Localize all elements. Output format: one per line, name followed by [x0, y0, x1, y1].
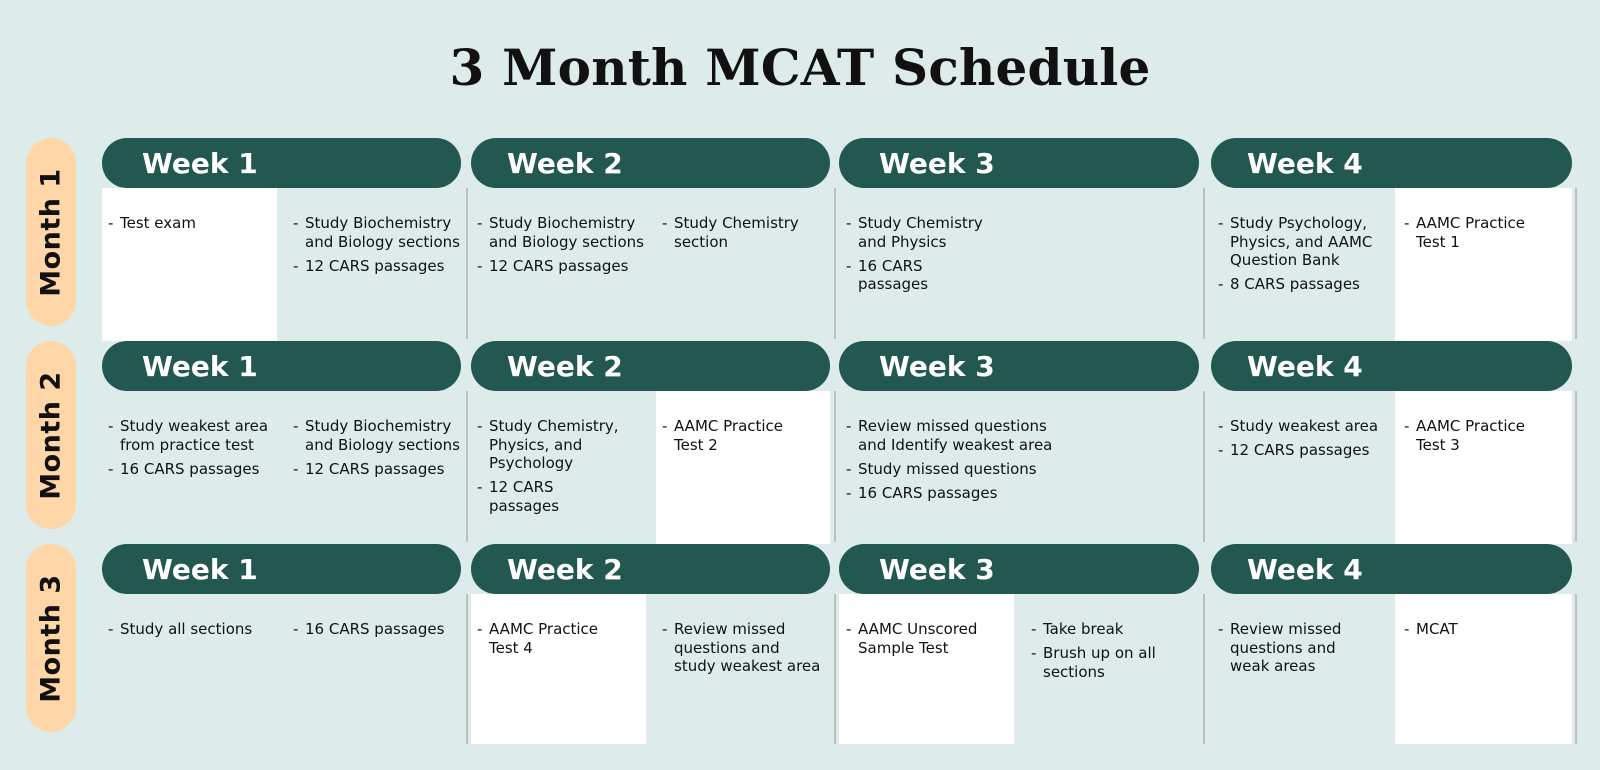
- column-separator: [1575, 188, 1577, 339]
- task-item: - Take break: [1031, 620, 1171, 639]
- task-list-m1-w2-left: [477, 214, 649, 281]
- task-item: - 12 CARS passages: [1218, 441, 1393, 460]
- task-list-m3-w1-left: [108, 620, 276, 644]
- task-item: - Study all sections: [108, 620, 276, 639]
- task-list-m1-w4-left: [1218, 214, 1383, 299]
- task-item: - Study weakest area from practice test: [108, 417, 276, 454]
- task-list-m3-w2-left: [477, 620, 617, 663]
- week-header-text: Week 1: [142, 349, 258, 383]
- task-list-m2-w1-right: [293, 417, 465, 484]
- task-list-m3-w4-left: [1218, 620, 1348, 681]
- task-item: - Brush up on all sections: [1031, 644, 1171, 681]
- task-list-m3-w4-right: [1404, 620, 1539, 644]
- column-separator: [1203, 594, 1205, 744]
- column-separator: [1203, 391, 1205, 542]
- week-header-m2-w1: [102, 341, 461, 391]
- column-separator: [834, 188, 836, 339]
- column-separator: [466, 391, 468, 542]
- week-header-text: Week 1: [142, 552, 258, 586]
- task-item: - 16 CARS passages: [293, 620, 465, 639]
- highlight-cell-m1-w4-right: [1395, 188, 1572, 341]
- task-list-m2-w4-left: [1218, 417, 1393, 465]
- highlight-cell-m3-w2-left: [471, 594, 646, 744]
- month-label-3: [26, 544, 76, 732]
- task-list-m3-w3-left: [846, 620, 986, 663]
- page-title: 3 Month MCAT Schedule: [449, 38, 1151, 97]
- week-header-text: Week 4: [1247, 146, 1363, 180]
- task-item: - 16 CARS passages: [846, 484, 1066, 503]
- task-list-m1-w3-left: [846, 214, 996, 299]
- task-item: - Study Biochemistry and Biology sections: [293, 214, 465, 251]
- task-list-m1-w1-right: [293, 214, 465, 281]
- task-item: - AAMC Practice Test 3: [1404, 417, 1539, 454]
- task-item: - 16 CARS passages: [846, 257, 996, 294]
- task-list-m1-w4-right: [1404, 214, 1539, 257]
- week-header-m2-w4: [1211, 341, 1572, 391]
- week-header-text: Week 4: [1247, 349, 1363, 383]
- column-separator: [466, 188, 468, 339]
- task-item: - Review missed questions and weak areas: [1218, 620, 1348, 676]
- week-header-text: Week 1: [142, 146, 258, 180]
- task-item: - Review missed questions and Identify weakest area: [846, 417, 1066, 454]
- week-header-text: Week 3: [879, 349, 995, 383]
- column-separator: [466, 594, 468, 744]
- week-header-m3-w3: [839, 544, 1199, 594]
- task-list-m3-w2-right: [662, 620, 822, 681]
- month-label-text: Month 1: [35, 167, 67, 297]
- task-item: - 12 CARS passages: [293, 460, 465, 479]
- week-header-text: Week 3: [879, 552, 995, 586]
- week-header-m1-w4: [1211, 138, 1572, 188]
- week-header-m3-w1: [102, 544, 461, 594]
- task-item: - Study Chemistry, Physics, and Psychology: [477, 417, 627, 473]
- task-item: - AAMC Practice Test 4: [477, 620, 617, 657]
- highlight-cell-m2-w2-right: [656, 391, 830, 544]
- task-item: - AAMC Unscored Sample Test: [846, 620, 986, 657]
- task-item: - Study Chemistry section: [662, 214, 812, 251]
- task-list-m1-w1-left: [108, 214, 268, 238]
- highlight-cell-m2-w4-right: [1395, 391, 1572, 544]
- task-list-m2-w3-left: [846, 417, 1066, 508]
- column-separator: [1575, 391, 1577, 542]
- task-item: - 12 CARS passages: [477, 257, 649, 276]
- column-separator: [1203, 188, 1205, 339]
- month-label-text: Month 3: [35, 573, 67, 703]
- week-header-m2-w2: [471, 341, 830, 391]
- task-item: - AAMC Practice Test 2: [662, 417, 797, 454]
- week-header-text: Week 4: [1247, 552, 1363, 586]
- highlight-cell-m3-w3-left: [839, 594, 1014, 744]
- week-header-m1-w2: [471, 138, 830, 188]
- task-item: - MCAT: [1404, 620, 1539, 639]
- task-list-m3-w1-right: [293, 620, 465, 644]
- column-separator: [1575, 594, 1577, 744]
- task-item: - 16 CARS passages: [108, 460, 276, 479]
- month-label-2: [26, 341, 76, 529]
- highlight-cell-m1-w1-left: [102, 188, 277, 341]
- task-list-m3-w3-right: [1031, 620, 1171, 687]
- column-separator: [834, 594, 836, 744]
- week-header-text: Week 2: [507, 349, 623, 383]
- month-label-text: Month 2: [35, 370, 67, 500]
- task-list-m2-w1-left: [108, 417, 276, 484]
- task-item: - Test exam: [108, 214, 268, 233]
- task-list-m2-w2-left: [477, 417, 627, 521]
- task-item: - Study missed questions: [846, 460, 1066, 479]
- task-item: - 8 CARS passages: [1218, 275, 1383, 294]
- task-list-m2-w2-right: [662, 417, 797, 460]
- task-item: - Study weakest area: [1218, 417, 1393, 436]
- week-header-text: Week 3: [879, 146, 995, 180]
- task-item: - Study Biochemistry and Biology sections: [293, 417, 465, 454]
- week-header-text: Week 2: [507, 146, 623, 180]
- week-header-m3-w4: [1211, 544, 1572, 594]
- week-header-m3-w2: [471, 544, 830, 594]
- week-header-text: Week 2: [507, 552, 623, 586]
- column-separator: [834, 391, 836, 542]
- week-header-m1-w1: [102, 138, 461, 188]
- task-item: - Review missed questions and study weakest area: [662, 620, 822, 676]
- task-item: - 12 CARS passages: [477, 478, 627, 515]
- task-list-m2-w4-right: [1404, 417, 1539, 460]
- task-item: - Study Biochemistry and Biology sections: [477, 214, 649, 251]
- task-item: - Study Psychology, Physics, and AAMC Question Bank: [1218, 214, 1383, 270]
- task-item: - 12 CARS passages: [293, 257, 465, 276]
- task-list-m1-w2-right: [662, 214, 812, 257]
- task-item: - Study Chemistry and Physics: [846, 214, 996, 251]
- month-label-1: [26, 138, 76, 326]
- highlight-cell-m3-w4-right: [1395, 594, 1572, 744]
- week-header-m2-w3: [839, 341, 1199, 391]
- task-item: - AAMC Practice Test 1: [1404, 214, 1539, 251]
- week-header-m1-w3: [839, 138, 1199, 188]
